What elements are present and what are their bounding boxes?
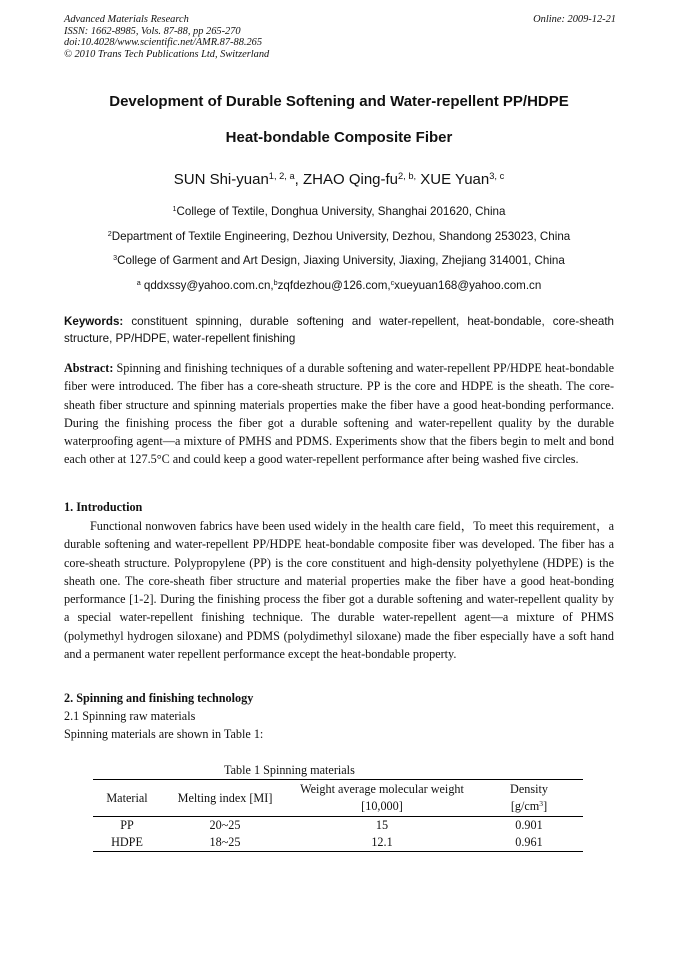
author-affiliation-marker: 1, 2, a (268, 170, 295, 181)
table-cell: HDPE (111, 835, 143, 849)
affiliation-marker: 1 (172, 204, 177, 214)
table-header-row (93, 780, 583, 817)
spinning-materials-table (93, 779, 583, 852)
section-heading: 2. Spinning and finishing technology (64, 691, 254, 705)
table-cell: PP (120, 818, 134, 832)
table-header-cell: Weight average molecular weight [10,000] (300, 782, 464, 813)
table-cell: 15 (375, 818, 389, 832)
table-cell: 18~25 (209, 835, 241, 849)
journal-header (64, 14, 616, 60)
journal-name: Advanced Materials Research (64, 14, 189, 25)
affiliation (20, 254, 658, 267)
author-emails (20, 279, 658, 292)
affiliation (20, 230, 658, 243)
affiliation-text: College of Garment and Art Design, Jiaxing University, Jiaxing, Zhejiang 314001, China (117, 254, 565, 267)
author-list (40, 171, 638, 188)
affiliation-marker: 3 (113, 253, 118, 263)
paper-title-line-2: Heat-bondable Composite Fiber (225, 129, 453, 146)
email-address: qddxssy@yahoo.com.cn, (140, 279, 274, 292)
affiliation-text: Department of Textile Engineering, Dezhou University, Dezhou, Shandong 253023, China (111, 230, 571, 243)
table-intro-text: Spinning materials are shown in Table 1: (64, 727, 264, 741)
author-name: SUN Shi-yuan (173, 171, 269, 188)
table-cell: 0.961 (515, 835, 543, 849)
affiliation-marker: 2 (107, 229, 112, 239)
table-row (93, 834, 583, 852)
author-affiliation-marker: 2, b, (398, 170, 417, 181)
table-cell: 12.1 (371, 835, 393, 849)
section-body: Functional nonwoven fabrics have been used widely in the health care field，To meet this requirement，a durable softening and water-repellent PP/HDPE heat-bondable composite fiber was developed. The fiber has a core-sheath structure. Polypropylene (PP) is the core constituent and high-density polyethylene (HDPE) is the sheath one. The core-sheath fiber structure and material properties make the fiber have a good heat-bonding performance [1-2]. During the finishing process the fiber got a durable softening and water-repellent quality by a special water-repellent finishing technique. The durable water-repellent agent—a mixture of PHMS (polymethyl hydrogen siloxane) and PDMS (polydimethyl siloxane) made the fiber especially have a soft hand and a permanent water repellent performance except the heat-bondable property. (64, 519, 614, 662)
copyright: © 2010 Trans Tech Publications Ltd, Switzerland (64, 48, 270, 60)
email-marker: b (273, 278, 278, 288)
table-header-cell: Density $[g/cm^3]$ (510, 782, 548, 813)
table-header-cell: Material (106, 790, 148, 805)
table-header-cell: Melting index [MI] (177, 790, 273, 805)
table-caption: Table 1 Spinning materials (224, 763, 355, 777)
online-date: Online: 2009-12-21 (533, 14, 616, 25)
subsection-heading: 2.1 Spinning raw materials (64, 709, 196, 723)
email-marker: c (390, 278, 395, 288)
table-row (93, 817, 583, 835)
author-affiliation-marker: 3, c (489, 170, 505, 181)
email-address: zqfdezhou@126.com, (277, 279, 391, 292)
table-cell: 20~25 (209, 818, 241, 832)
issn: ISSN: 1662-8985, Vols. 87-88, pp 265-270 (64, 25, 241, 37)
paper-title-line-1: Development of Durable Softening and Water-repellent PP/HDPE (109, 93, 569, 110)
author-name: ZHAO Qing-fu (302, 171, 399, 188)
table-cell: 0.901 (515, 818, 543, 832)
affiliation (20, 205, 658, 218)
doi: doi:10.4028/www.scientific.net/AMR.87-88.265 (64, 37, 263, 49)
keywords (64, 313, 614, 347)
email-marker: a (136, 278, 141, 288)
abstract-label: Abstract: (64, 361, 114, 375)
abstract (64, 359, 614, 469)
section-heading: 1. Introduction (64, 500, 143, 514)
author-separator: , (294, 171, 303, 188)
affiliation-text: College of Textile, Donghua University, Shanghai 201620, China (176, 205, 506, 218)
keywords-label: Keywords: (64, 315, 124, 328)
abstract-text: Spinning and finishing techniques of a durable softening and water-repellent PP/HDPE heat-bondable fiber were introduced. The fiber has a core-sheath structure. PP is the core and HDPE is the sheath. The core-sheath fiber structure and spinning materials properties make the fiber have a good heat-bonding performance. During the finishing process the fiber got a durable softening and water-repellent quality by the durable waterproofing agent—a mixture of PMHS and PDMS. Experiments show that the fibers begin to melt and bond each other at 127.5°C and could keep a good water-repellent performance after being washed five circles. (64, 361, 614, 467)
keywords-text: constituent spinning, durable softening and water-repellent, heat-bondable, core-sheath structure, PP/HDPE, water-repellent finishing (64, 315, 614, 345)
email-address: xueyuan168@yahoo.com.cn (394, 279, 542, 292)
author-name: XUE Yuan (420, 171, 490, 188)
